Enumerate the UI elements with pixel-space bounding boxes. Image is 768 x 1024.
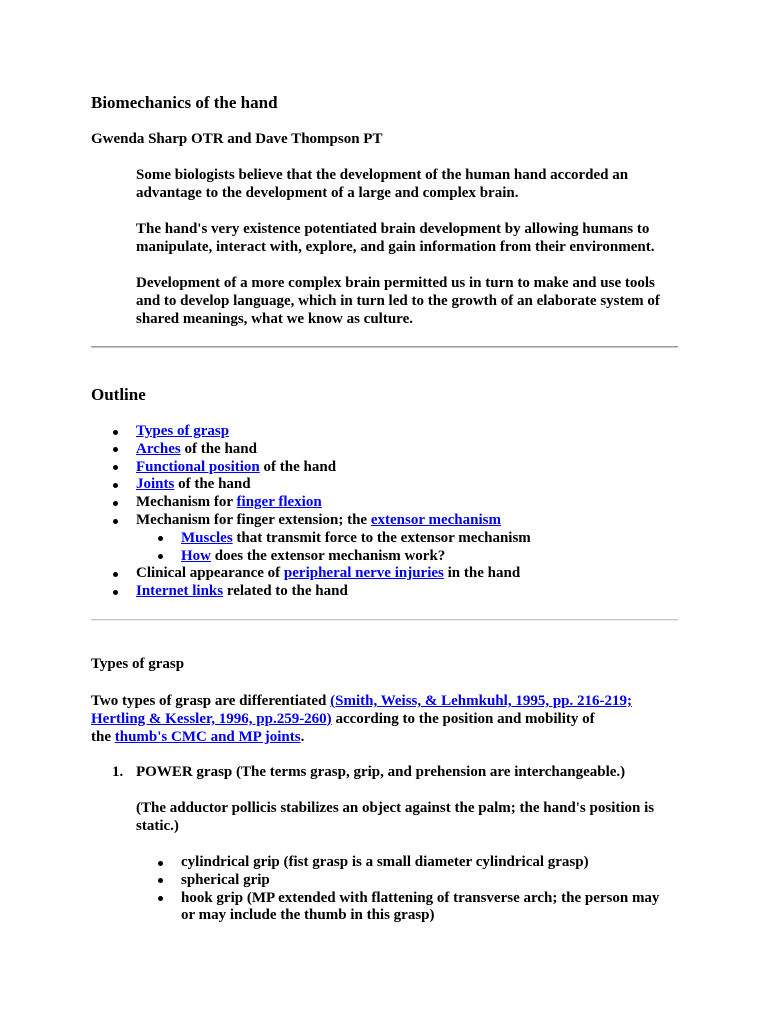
intro-paragraph: The hand's very existence potentiated brain development by allowing humans to manipulate, interact with, explore, and gain information from their environment.: [136, 221, 655, 255]
link-functional-position[interactable]: Functional position: [136, 458, 260, 475]
bullet-icon: [113, 572, 118, 577]
link-finger-flexion[interactable]: finger flexion: [236, 494, 322, 511]
paragraph-text: Two types of grasp are differentiated: [91, 693, 331, 709]
paragraph-text: the: [91, 728, 115, 745]
citation-link[interactable]: (Smith, Weiss, & Lehmkuhl, 1995, pp. 216-219; Hertling & Kessler, 1996, pp.259-260): [91, 693, 632, 727]
outline-sublist: [136, 530, 672, 566]
bullet-icon: [113, 430, 118, 435]
outline-item-text: related to the hand: [223, 583, 348, 600]
divider: [91, 619, 678, 621]
outline-item: [91, 512, 672, 565]
bullet-icon: [158, 896, 163, 901]
bullet-icon: [113, 447, 118, 452]
outline-item-text: of the hand: [180, 440, 257, 457]
grip-text: hook grip (MP extended with flattening of transverse arch; the person may or may include the thumb in this grasp): [181, 889, 660, 924]
bullet-icon: [113, 501, 118, 506]
link-peripheral-nerve-injuries[interactable]: peripheral nerve injuries: [283, 565, 444, 582]
outline-list: [91, 423, 672, 601]
outline-item: [91, 583, 672, 601]
outline-subitem: [136, 530, 672, 548]
section-heading-types-of-grasp: Types of grasp: [91, 656, 185, 672]
item-number: 1.: [112, 764, 124, 780]
link-internet-links[interactable]: Internet links: [136, 583, 224, 600]
grip-text: spherical grip: [181, 871, 270, 888]
grasp-paragraph: [91, 693, 672, 746]
link-types-of-grasp[interactable]: Types of grasp: [136, 423, 230, 439]
paragraph-text: .: [300, 728, 305, 745]
grip-item: [136, 890, 672, 926]
grip-list: [136, 854, 672, 925]
grip-text: cylindrical grip (fist grasp is a small diameter cylindrical grasp): [181, 854, 589, 870]
bullet-icon: [113, 483, 118, 488]
outline-item: [91, 441, 672, 459]
paragraph-text: according to the position and mobility of: [331, 710, 595, 727]
link-joints[interactable]: Joints: [136, 476, 175, 493]
bullet-icon: [158, 878, 163, 883]
outline-item-text: Mechanism for: [136, 494, 237, 511]
link-how[interactable]: How: [181, 547, 211, 564]
link-arches[interactable]: Arches: [136, 440, 181, 457]
intro-paragraph: Development of a more complex brain permitted us in turn to make and use tools and to develop language, which in turn led to the growth of an elaborate system of shared meanings, what we know as culture.: [136, 275, 660, 327]
outline-item: [91, 565, 672, 583]
outline-item-text: does the extensor mechanism work?: [211, 547, 446, 564]
link-thumb-joints[interactable]: thumb's CMC and MP joints: [114, 728, 301, 745]
numbered-item: [91, 764, 672, 782]
outline-item: [91, 423, 672, 441]
outline-subitem: [136, 548, 672, 566]
outline-item: [91, 476, 672, 494]
outline-item-text: of the hand: [174, 476, 251, 493]
intro-paragraph: Some biologists believe that the development of the human hand accorded an advantage to the development of a large and complex brain.: [136, 167, 629, 201]
divider: [91, 346, 678, 348]
grip-item: [136, 872, 672, 890]
outline-item-text: Clinical appearance of: [136, 565, 284, 582]
bullet-icon: [158, 554, 163, 559]
page-title: Biomechanics of the hand: [91, 93, 278, 112]
bullet-icon: [158, 536, 163, 541]
outline-item-text: Mechanism for finger extension; the: [136, 511, 371, 528]
outline-heading: Outline: [91, 385, 146, 404]
outline-item-text: of the hand: [259, 458, 337, 475]
grip-item: [136, 854, 672, 872]
outline-item-text: in the hand: [443, 565, 521, 582]
bullet-icon: [113, 590, 118, 595]
link-extensor-mechanism[interactable]: extensor mechanism: [370, 511, 501, 528]
item-title: POWER grasp (The terms grasp, grip, and prehension are interchangeable.): [136, 764, 626, 780]
outline-item: [91, 459, 672, 477]
outline-item: [91, 494, 672, 512]
authors-line: Gwenda Sharp OTR and Dave Thompson PT: [91, 131, 383, 147]
bullet-icon: [158, 861, 163, 866]
bullet-icon: [113, 519, 118, 524]
link-muscles[interactable]: Muscles: [181, 529, 233, 546]
outline-item-text: that transmit force to the extensor mechanism: [232, 529, 531, 546]
item-note: (The adductor pollicis stabilizes an object against the palm; the hand's position is static.): [136, 800, 655, 834]
bullet-icon: [113, 465, 118, 470]
